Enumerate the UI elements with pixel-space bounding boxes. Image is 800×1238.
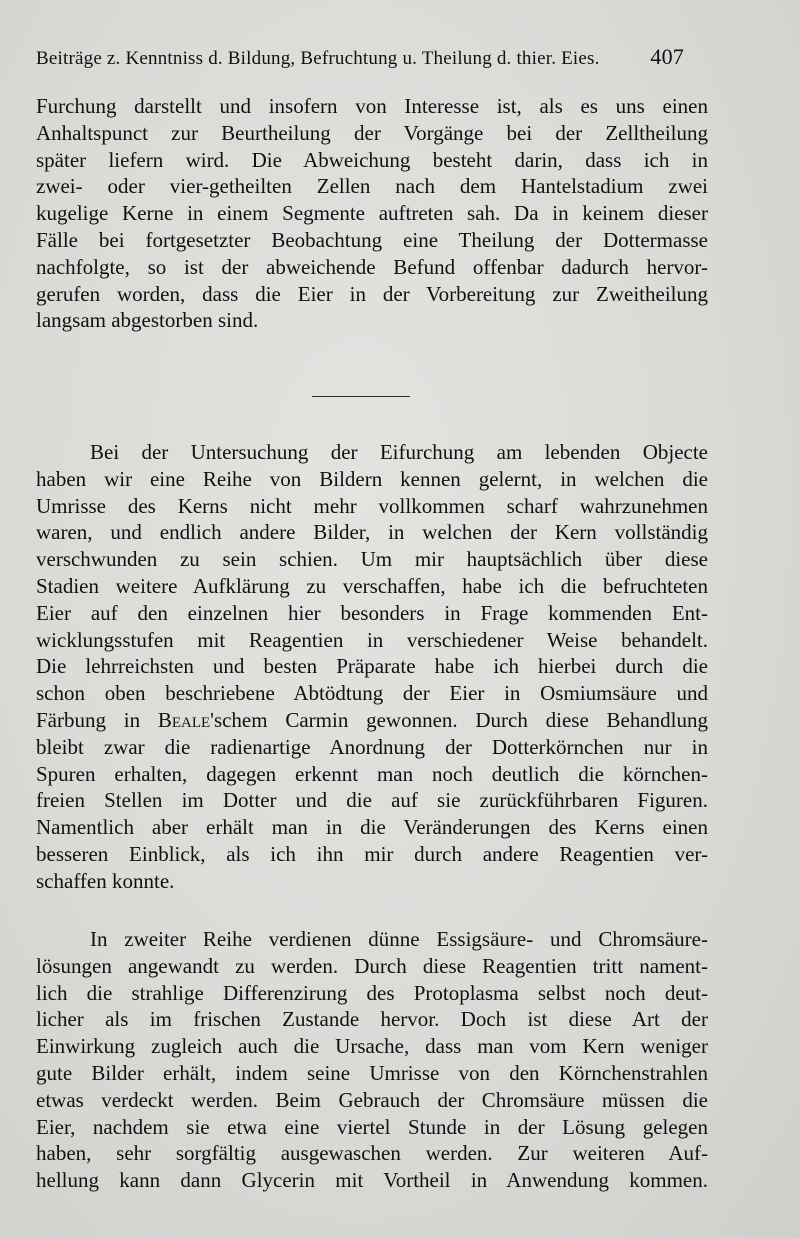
text-line: Umrisse des Kerns nicht mehr vollkommen scharf wahrzunehmen [36,493,708,518]
text-line: haben, sehr sorgfältig ausgewaschen werden. Zur weiteren Auf- [36,1141,708,1166]
text-line: Die lehrreichsten und besten Präparate habe ich hierbei durch die [36,654,708,679]
text-line: schon oben beschriebene Abtödtung der Eier in Osmiumsäure und [36,681,708,706]
running-head [36,44,684,72]
text-line: nachfolgte, so ist der abweichende Befund offenbar dadurch hervor- [36,254,708,279]
text-line: haben wir eine Reihe von Bildern kennen gelernt, in welchen die [36,466,708,491]
text-line: später liefern wird. Die Abweichung besteht darin, dass ich in [36,147,708,172]
text-line: Fälle bei fortgesetzter Beobachtung eine Theilung der Dottermasse [36,227,708,252]
text-line: waren, und endlich andere Bilder, in welchen der Kern vollständig [36,520,708,545]
text-line: Namentlich aber erhält man in die Veränderungen des Kerns einen [36,815,708,840]
paragraph-3 [36,926,708,1194]
text-line: licher als im frischen Zustande hervor. Doch ist diese Art der [36,1007,708,1032]
text-line: In zweiter Reihe verdienen dünne Essigsäure- und Chromsäure- [90,927,708,951]
text-line: Anhaltspunct zur Beurtheilung der Vorgänge bei der Zelltheilung [36,120,708,145]
paragraph-1 [36,93,708,334]
text-line: etwas verdeckt werden. Beim Gebrauch der Chromsäure müssen die [36,1087,708,1112]
text-fragment: Färbung in [36,707,158,732]
text-line: wicklungsstufen mit Reagentien in verschiedener Weise behandelt. [36,627,708,652]
text-line-beale [36,707,708,734]
text-line: bleibt zwar die radienartige Anordnung der Dotterkörnchen nur in [36,734,708,759]
section-divider [312,396,410,397]
page-number: 407 [650,44,684,69]
text-line: besseren Einblick, als ich ihn mir durch andere Reagentien ver- [36,841,708,866]
paragraph-2 [36,439,708,895]
author-name: Beale [157,707,211,732]
text-line: Eier, nachdem sie etwa eine viertel Stunde in der Lösung gelegen [36,1114,708,1139]
text-line: lich die strahlige Differenzirung des Protoplasma selbst noch deut- [36,980,708,1005]
text-line: hellung kann dann Glycerin mit Vortheil in Anwendung kommen. [36,1168,708,1193]
text-line: lösungen angewandt zu werden. Durch diese Reagentien tritt nament- [36,953,708,978]
text-line: Eier auf den einzelnen hier besonders in Frage kommenden Ent- [36,600,708,625]
text-line: langsam abgestorben sind. [36,308,259,333]
running-title: Beiträge z. Kenntniss d. Bildung, Befruchtung u. Theilung d. thier. Eies. [36,48,600,69]
text-line: schaffen konnte. [36,868,175,893]
text-line: freien Stellen im Dotter und die auf sie zurückführbaren Figuren. [36,788,708,813]
text-line: Spuren erhalten, dagegen erkennt man noch deutlich die körnchen- [36,761,708,786]
text-line: Furchung darstellt und insofern von Interesse ist, als es uns einen [36,94,708,118]
text-fragment: 'schem Carmin gewonnen. Durch diese Behandlung [210,707,708,732]
text-line: Einwirkung zugleich auch die Ursache, dass man vom Kern weniger [36,1034,708,1059]
text-line: zwei- oder vier-getheilten Zellen nach dem Hantelstadium zwei [36,174,708,199]
text-line: gerufen worden, dass die Eier in der Vorbereitung zur Zweitheilung [36,281,708,306]
text-line: Bei der Untersuchung der Eifurchung am lebenden Objecte [90,440,708,464]
text-line: gute Bilder erhält, indem seine Umrisse von den Körnchenstrahlen [36,1060,708,1085]
text-line: Stadien weitere Aufklärung zu verschaffen, habe ich die befruchteten [36,573,708,598]
text-line: kugelige Kerne in einem Segmente auftreten sah. Da in keinem dieser [36,201,708,226]
text-line: verschwunden zu sein schien. Um mir hauptsächlich über diese [36,547,708,572]
